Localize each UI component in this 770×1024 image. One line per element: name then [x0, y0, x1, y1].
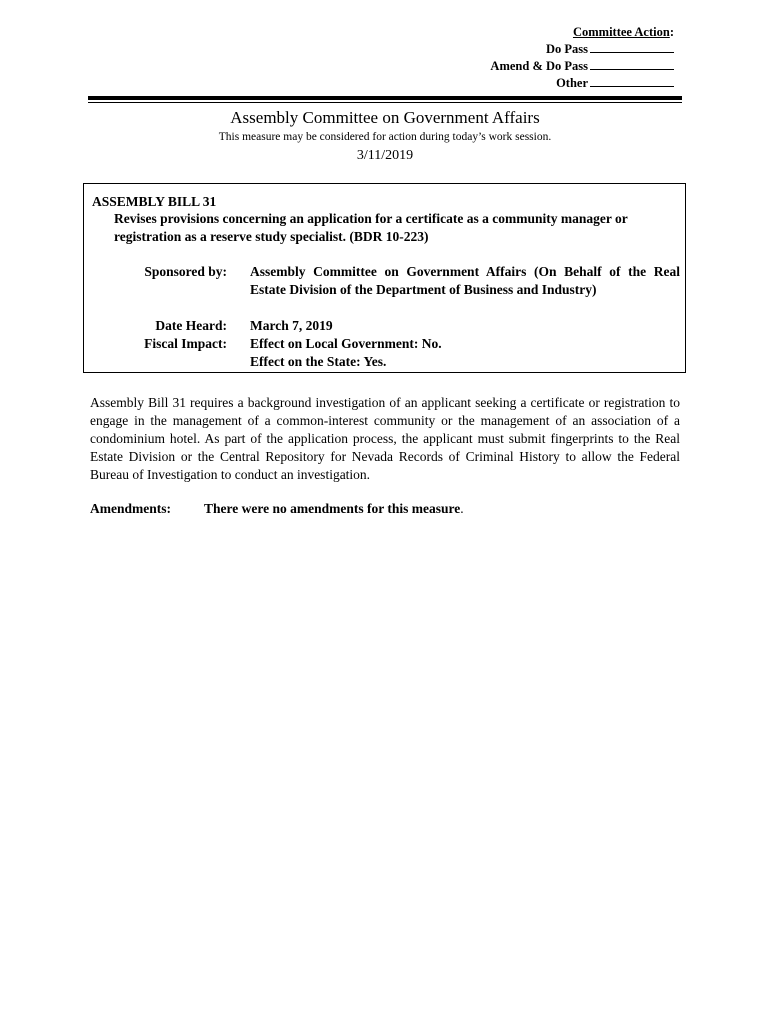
- sponsored-by-label: Sponsored by:: [144, 264, 227, 279]
- committee-action-block: [490, 24, 674, 92]
- session-date: 3/11/2019: [356, 148, 414, 163]
- amendments-period: .: [460, 501, 464, 516]
- committee-name: Assembly Committee on Government Affairs: [230, 108, 540, 127]
- action-blank-line: [590, 41, 674, 53]
- fiscal-impact-local: Effect on Local Government: No.: [250, 336, 442, 351]
- sponsored-by-value: Assembly Committee on Government Affairs (On Behalf of the Real Estate Division of the Department of Business and Industry): [250, 264, 680, 297]
- amendments-statement: There were no amendments for this measure: [204, 501, 461, 516]
- header-divider-thick: [88, 96, 682, 100]
- committee-action-colon: :: [669, 25, 674, 39]
- amendments-text: [204, 501, 464, 517]
- bill-description: Assembly Bill 31 requires a background investigation of an applicant seeking a certificate or registration to engage in the management of a common-interest community or the management of an association of a condominium hotel. As part of the application process, the applicant must submit fingerprints to the Real Estate Division or the Central Repository for Nevada Records of Criminal History to allow the Federal Bureau of Investigation to conduct an investigation.: [90, 395, 680, 482]
- bill-info-box: [83, 183, 686, 373]
- committee-action-heading: [490, 24, 674, 41]
- fiscal-impact-state: Effect on the State: Yes.: [250, 354, 387, 369]
- bill-summary: Revises provisions concerning an application for a certificate as a community manager or registration as a reserve study specialist. (BDR 10-223): [114, 211, 628, 244]
- header-divider-thin: [88, 102, 682, 103]
- committee-action-title: Committee Action: [572, 25, 670, 39]
- date-heard-value: March 7, 2019: [250, 318, 333, 333]
- action-option-other: Other: [490, 75, 674, 92]
- bill-number: ASSEMBLY BILL 31: [92, 194, 217, 209]
- work-session-note: This measure may be considered for action during today’s work session.: [218, 131, 552, 143]
- date-heard-label: Date Heard:: [155, 318, 227, 333]
- action-blank-line: [590, 75, 674, 87]
- amendments-label: Amendments:: [90, 501, 171, 516]
- fiscal-impact-label: Fiscal Impact:: [144, 336, 227, 351]
- action-option-do-pass: Do Pass: [490, 41, 674, 58]
- action-blank-line: [590, 58, 674, 70]
- action-option-amend-do-pass: Amend & Do Pass: [490, 58, 674, 75]
